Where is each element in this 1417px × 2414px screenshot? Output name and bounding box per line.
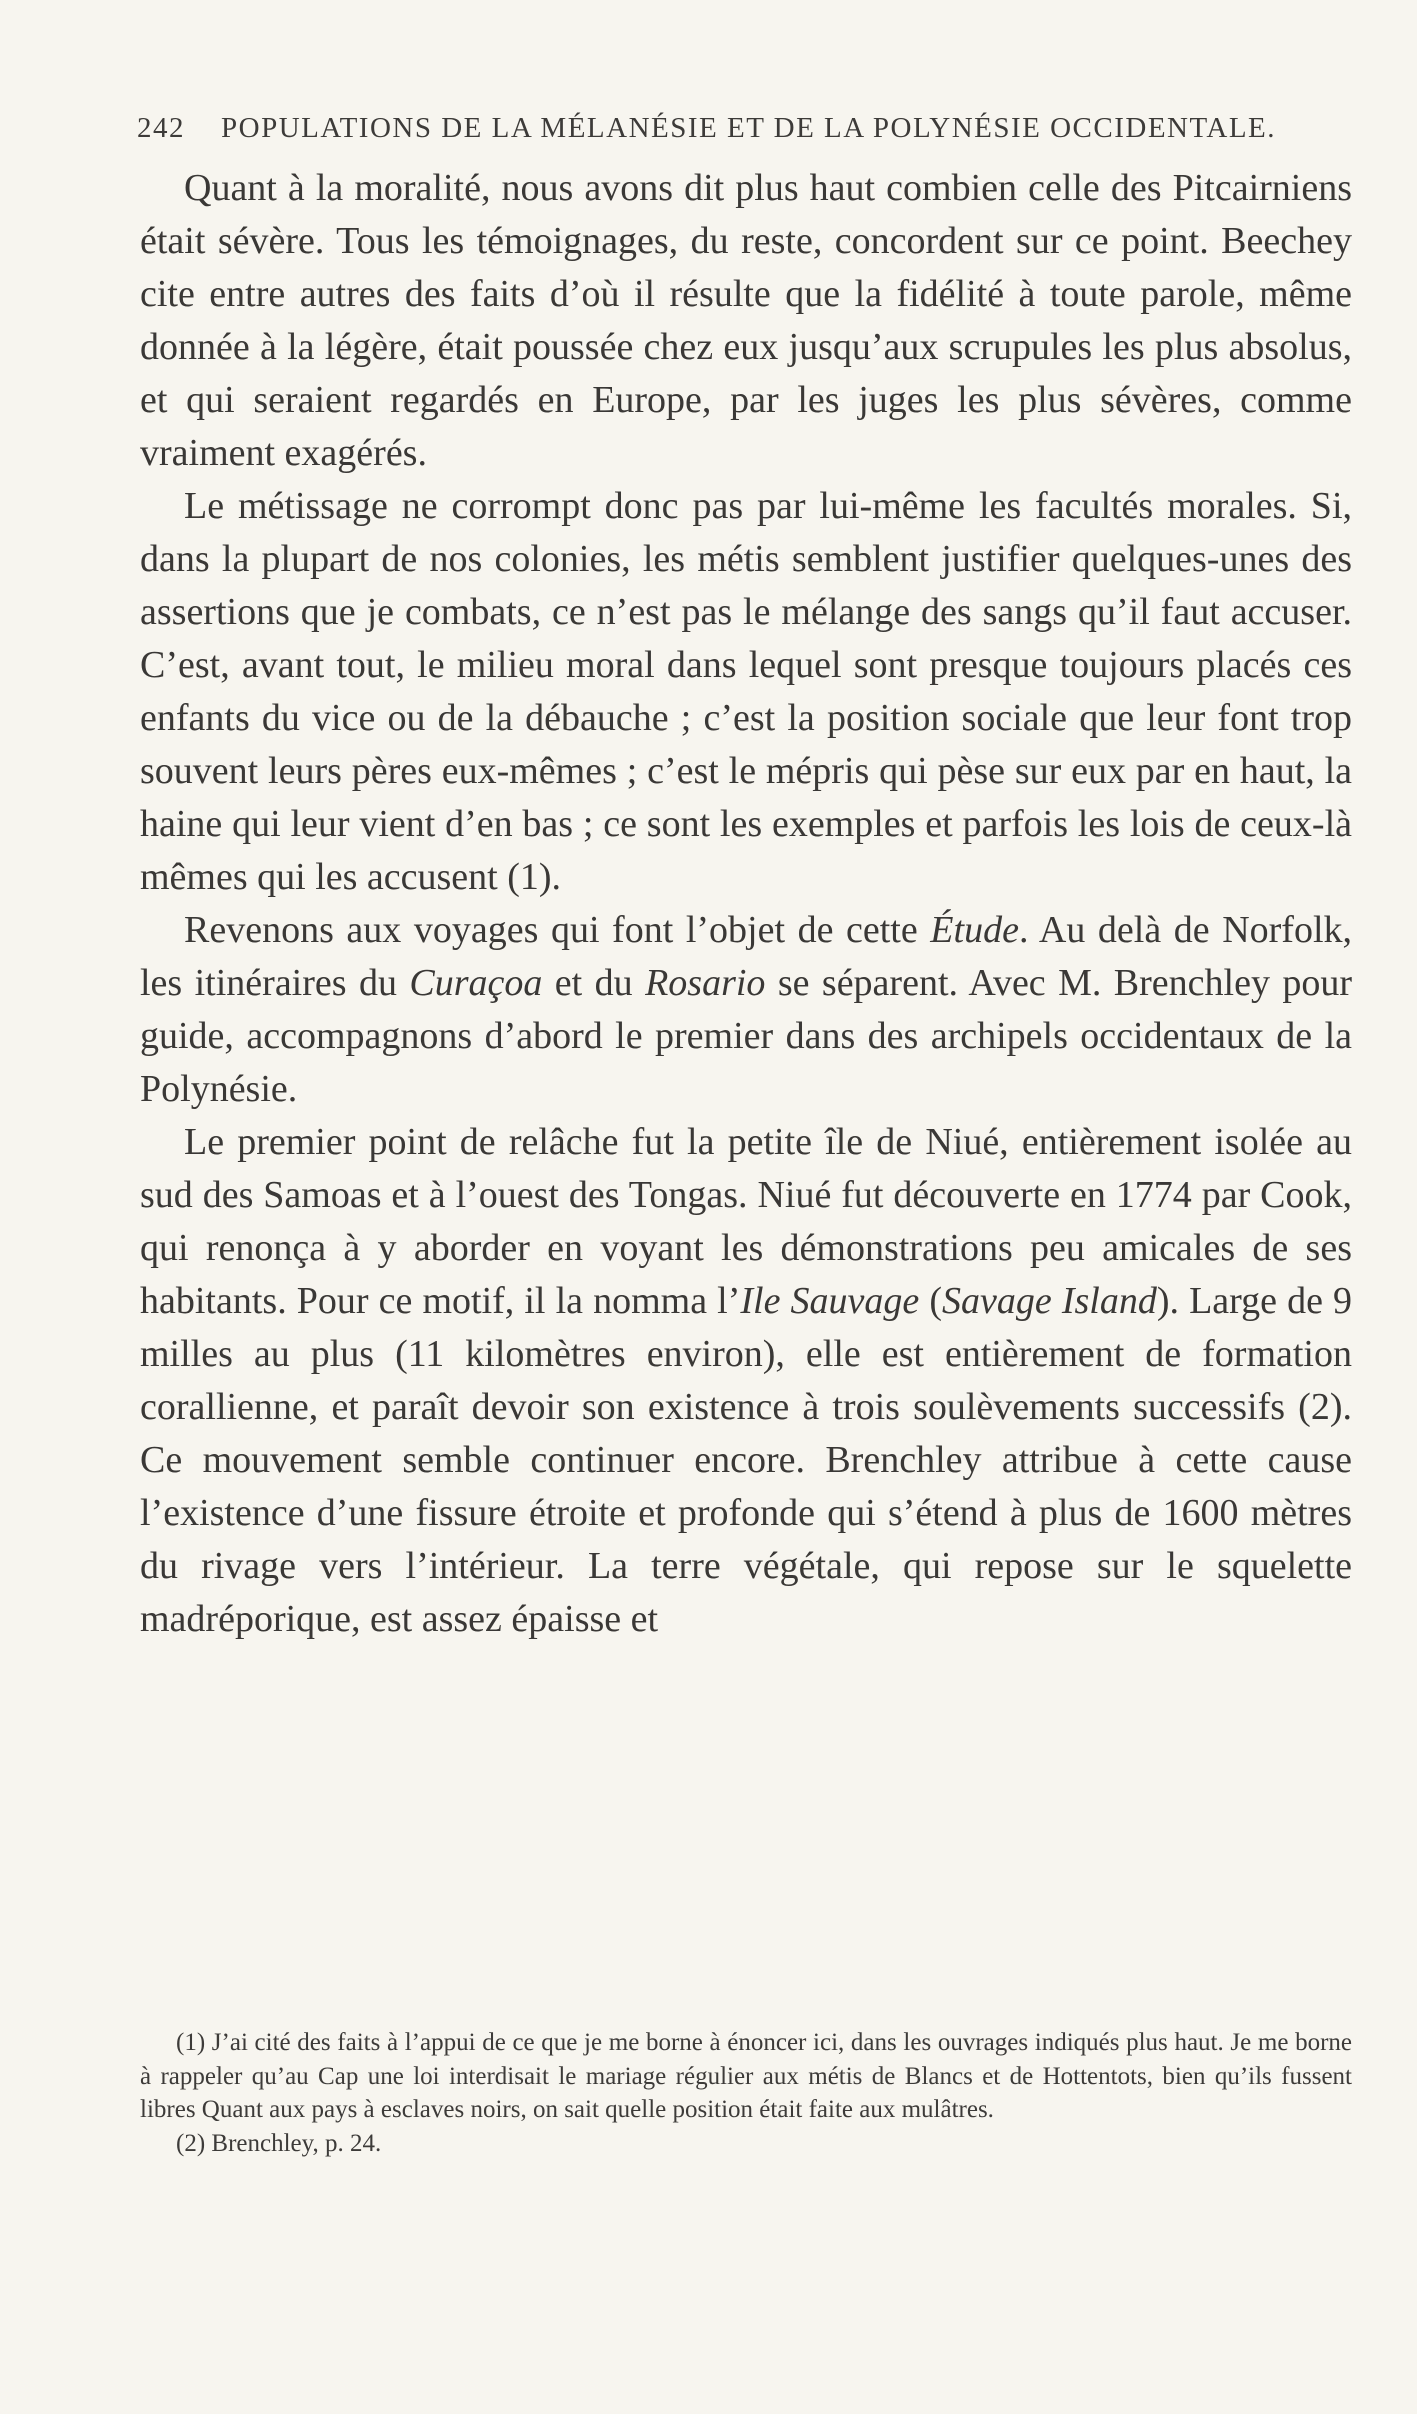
paragraph-4-text-c: ). Large de 9 milles au plus (11 kilomètres environ), elle est entièrement de formation corallienne, et paraît devoir son existence à trois soulèvements successifs (2). Ce mouvement semble continuer encore. Brenchley attribue à cette cause l’existence d’une fissure étroite et profonde qui s’étend à plus de 1600 mètres du rivage vers l’intérieur. La terre végétale, qui repose sur le squelette madréporique, est assez épaisse et — [140, 1280, 1353, 1640]
paragraph-3-text-c: et du — [542, 962, 646, 1004]
paragraph-4 — [140, 1116, 1352, 1646]
italic-ile-sauvage: Ile Sauvage — [740, 1280, 920, 1322]
paragraph-3-text-d: se séparent. Avec M. Brenchley pour guide, accompagnons d’abord le premier dans des archipels occidentaux de la Polynésie. — [140, 962, 1353, 1110]
paragraph-3-text-b: . Au delà de Norfolk, les itinéraires du — [140, 909, 1352, 1004]
body-text — [140, 162, 1352, 1646]
paragraph-4-text-b: ( — [919, 1280, 943, 1322]
running-title: POPULATIONS DE LA MÉLANÉSIE ET DE LA POLYNÉSIE OCCIDENTALE. — [221, 112, 1277, 144]
italic-etude: Étude — [930, 909, 1019, 951]
paragraph-2: Le métissage ne corrompt donc pas par lui-même les facultés morales. Si, dans la plupart de nos colonies, les métis semblent justifier quelques-unes des assertions que je combats, ce n’est pas le mélange des sangs qu’il faut accuser. C’est, avant tout, le milieu moral dans lequel sont presque toujours placés ces enfants du vice ou de la débauche ; c’est la position sociale que leur font trop souvent leurs pères eux-mêmes ; c’est le mépris qui pèse sur eux par en haut, la haine qui leur vient d’en bas ; ce sont les exemples et parfois les lois de ceux-là mêmes qui les accusent (1). — [140, 485, 1352, 898]
italic-curacoa: Curaçoa — [409, 962, 543, 1004]
paragraph-3 — [140, 904, 1352, 1116]
running-header — [137, 112, 1357, 145]
footnote-2: (2) Brenchley, p. 24. — [176, 2129, 382, 2157]
italic-savage-island: Savage Island — [942, 1280, 1157, 1322]
paragraph-3-text-a: Revenons aux voyages qui font l’objet de cette — [184, 909, 931, 951]
italic-rosario: Rosario — [645, 962, 766, 1004]
footnote-1: (1) J’ai cité des faits à l’appui de ce que je me borne à énoncer ici, dans les ouvrages indiqués plus haut. Je me borne à rappeler qu’au Cap une loi interdisait le mariage régulier aux métis de Blancs et de Hottentots, bien qu’ils fussent libres Quant aux pays à esclaves noirs, on sait quelle position était faite aux mulâtres. — [140, 2029, 1352, 2123]
page-number: 242 — [137, 112, 185, 144]
footnotes — [140, 2026, 1352, 2160]
paragraph-1: Quant à la moralité, nous avons dit plus haut combien celle des Pitcairniens était sévère. Tous les témoignages, du reste, concordent sur ce point. Beechey cite entre autres des faits d’où il résulte que la fidélité à toute parole, même donnée à la légère, était poussée chez eux jusqu’aux scrupules les plus absolus, et qui seraient regardés en Europe, par les juges les plus sévères, comme vraiment exagérés. — [140, 167, 1352, 474]
paragraph-4-text-a: Le premier point de relâche fut la petite île de Niué, entièrement isolée au sud des Samoas et à l’ouest des Tongas. Niué fut découverte en 1774 par Cook, qui renonça à y aborder en voyant les démonstrations peu amicales de ses habitants. Pour ce motif, il la nomma l’ — [140, 1121, 1352, 1322]
